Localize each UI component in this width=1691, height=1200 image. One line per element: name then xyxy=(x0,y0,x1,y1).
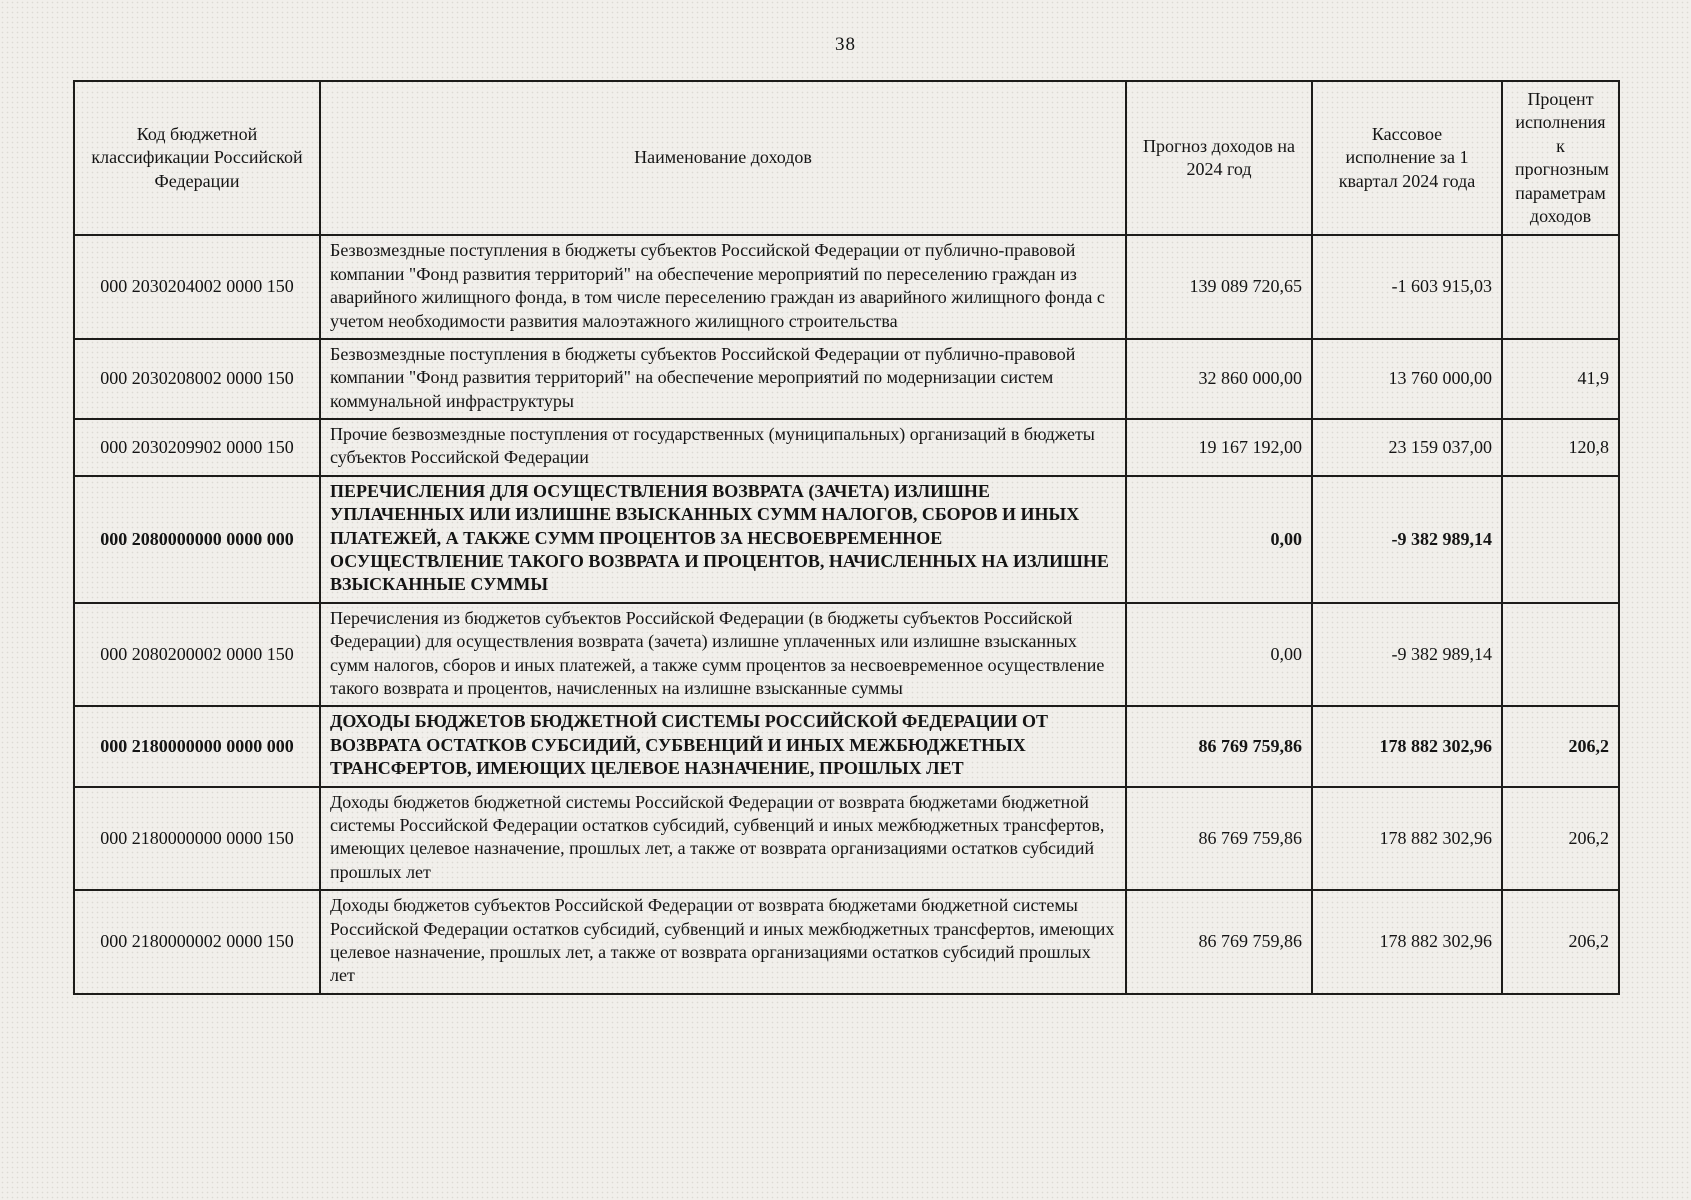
percent-cell: 120,8 xyxy=(1502,419,1619,476)
forecast-cell: 0,00 xyxy=(1126,603,1312,707)
cash-cell: -1 603 915,03 xyxy=(1312,235,1502,339)
name-cell: ПЕРЕЧИСЛЕНИЯ ДЛЯ ОСУЩЕСТВЛЕНИЯ ВОЗВРАТА (ЗАЧЕТА) ИЗЛИШНЕ УПЛАЧЕННЫХ ИЛИ ИЗЛИШНЕ ВЗЫСКАННЫХ СУММ НАЛОГОВ, СБОРОВ И ИНЫХ ПЛАТЕЖЕЙ, А ТАКЖЕ СУММ ПРОЦЕНТОВ ЗА НЕСВОЕВРЕМЕННОЕ ОСУЩЕСТВЛЕНИЕ ТАКОГО ВОЗВРАТА И ПРОЦЕНТОВ, НАЧИСЛЕННЫХ НА ИЗЛИШНЕ ВЗЫСКАННЫЕ СУММЫ xyxy=(320,476,1126,603)
percent-cell: 206,2 xyxy=(1502,787,1619,891)
code-cell: 000 2030208002 0000 150 xyxy=(74,339,320,419)
table-row xyxy=(74,603,1619,707)
table-row-group-total xyxy=(74,706,1619,786)
table-body xyxy=(74,235,1619,993)
table-row xyxy=(74,235,1619,339)
name-cell: Доходы бюджетов бюджетной системы Российской Федерации от возврата бюджетами бюджетной системы Российской Федерации остатков субсидий, субвенций и иных межбюджетных трансфертов, имеющих целевое назначение, прошлых лет, а также от возврата организациями остатков субсидий прошлых лет xyxy=(320,787,1126,891)
header-forecast: Прогноз доходов на 2024 год xyxy=(1126,81,1312,235)
percent-cell: 206,2 xyxy=(1502,706,1619,786)
name-cell: Безвозмездные поступления в бюджеты субъектов Российской Федерации от публично-правовой компании "Фонд развития территорий" на обеспечение мероприятий по модернизации систем коммунальной инфраструктуры xyxy=(320,339,1126,419)
header-row xyxy=(74,81,1619,235)
forecast-cell: 86 769 759,86 xyxy=(1126,787,1312,891)
percent-cell xyxy=(1502,235,1619,339)
percent-cell: 206,2 xyxy=(1502,890,1619,994)
code-cell: 000 2080000000 0000 000 xyxy=(74,476,320,603)
header-name: Наименование доходов xyxy=(320,81,1126,235)
code-cell: 000 2180000000 0000 150 xyxy=(74,787,320,891)
cash-cell: 178 882 302,96 xyxy=(1312,787,1502,891)
table-header xyxy=(74,81,1619,235)
percent-cell: 41,9 xyxy=(1502,339,1619,419)
forecast-cell: 0,00 xyxy=(1126,476,1312,603)
cash-cell: 178 882 302,96 xyxy=(1312,706,1502,786)
code-cell: 000 2030209902 0000 150 xyxy=(74,419,320,476)
table-row xyxy=(74,890,1619,994)
percent-cell xyxy=(1502,476,1619,603)
name-cell: Безвозмездные поступления в бюджеты субъектов Российской Федерации от публично-правовой компании "Фонд развития территорий" на обеспечение мероприятий по переселению граждан из аварийного жилищного фонда, в том числе переселению граждан из аварийного жилищного фонда с учетом необходимости развития малоэтажного жилищного строительства xyxy=(320,235,1126,339)
header-percent: Процент исполнения к прогнозным параметрам доходов xyxy=(1502,81,1619,235)
code-cell: 000 2030204002 0000 150 xyxy=(74,235,320,339)
name-cell: Перечисления из бюджетов субъектов Российской Федерации (в бюджеты субъектов Российской Федерации) для осуществления возврата (зачета) излишне уплаченных или излишне взысканных сумм налогов, сборов и иных платежей, а также сумм процентов за несвоевременное осуществление такого возврата и процентов, начисленных на излишне взысканные суммы xyxy=(320,603,1126,707)
cash-cell: 13 760 000,00 xyxy=(1312,339,1502,419)
header-code: Код бюджетной классификации Российской Федерации xyxy=(74,81,320,235)
percent-cell xyxy=(1502,603,1619,707)
forecast-cell: 86 769 759,86 xyxy=(1126,890,1312,994)
name-cell: Доходы бюджетов субъектов Российской Федерации от возврата бюджетами бюджетной системы Российской Федерации остатков субсидий, субвенций и иных межбюджетных трансфертов, имеющих целевое назначение, прошлых лет, а также от возврата организациями остатков субсидий прошлых лет xyxy=(320,890,1126,994)
forecast-cell: 19 167 192,00 xyxy=(1126,419,1312,476)
budget-revenues-table xyxy=(73,80,1620,995)
page-number: 38 xyxy=(835,34,856,55)
header-cash: Кассовое исполнение за 1 квартал 2024 года xyxy=(1312,81,1502,235)
table-row xyxy=(74,787,1619,891)
cash-cell: 23 159 037,00 xyxy=(1312,419,1502,476)
forecast-cell: 32 860 000,00 xyxy=(1126,339,1312,419)
code-cell: 000 2180000000 0000 000 xyxy=(74,706,320,786)
forecast-cell: 86 769 759,86 xyxy=(1126,706,1312,786)
cash-cell: 178 882 302,96 xyxy=(1312,890,1502,994)
cash-cell: -9 382 989,14 xyxy=(1312,603,1502,707)
cash-cell: -9 382 989,14 xyxy=(1312,476,1502,603)
code-cell: 000 2080200002 0000 150 xyxy=(74,603,320,707)
forecast-cell: 139 089 720,65 xyxy=(1126,235,1312,339)
table-row-group-total xyxy=(74,476,1619,603)
table-row xyxy=(74,339,1619,419)
name-cell: ДОХОДЫ БЮДЖЕТОВ БЮДЖЕТНОЙ СИСТЕМЫ РОССИЙСКОЙ ФЕДЕРАЦИИ ОТ ВОЗВРАТА ОСТАТКОВ СУБСИДИЙ, СУБВЕНЦИЙ И ИНЫХ МЕЖБЮДЖЕТНЫХ ТРАНСФЕРТОВ, ИМЕЮЩИХ ЦЕЛЕВОЕ НАЗНАЧЕНИЕ, ПРОШЛЫХ ЛЕТ xyxy=(320,706,1126,786)
table-row xyxy=(74,419,1619,476)
code-cell: 000 2180000002 0000 150 xyxy=(74,890,320,994)
name-cell: Прочие безвозмездные поступления от государственных (муниципальных) организаций в бюджеты субъектов Российской Федерации xyxy=(320,419,1126,476)
